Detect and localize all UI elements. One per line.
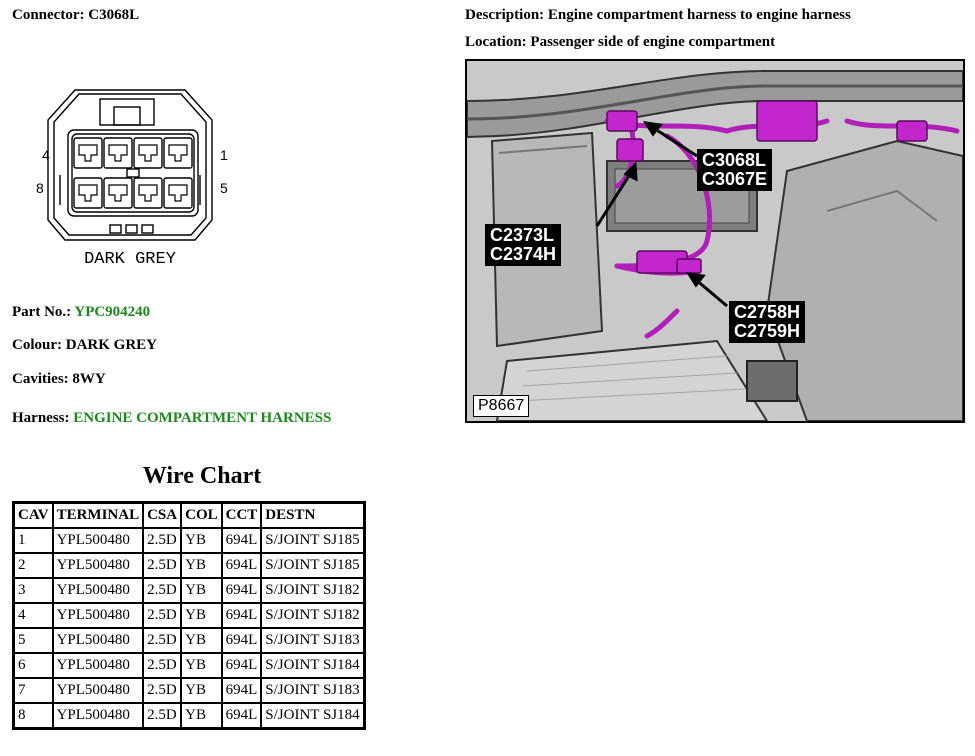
header-terminal: TERMINAL <box>53 503 144 529</box>
cell-col: YB <box>181 703 222 729</box>
cell-csa: 2.5D <box>143 553 181 578</box>
cell-col: YB <box>181 653 222 678</box>
cell-col: YB <box>181 678 222 703</box>
cell-csa: 2.5D <box>143 578 181 603</box>
cell-cav: 7 <box>14 678 53 703</box>
cell-destn: S/JOINT SJ182 <box>261 603 364 628</box>
pin-label-1: 1 <box>220 147 228 163</box>
cell-csa: 2.5D <box>143 603 181 628</box>
header-destn: DESTN <box>261 503 364 529</box>
cell-terminal: YPL500480 <box>53 653 144 678</box>
cell-col: YB <box>181 603 222 628</box>
part-no-value: YPC904240 <box>74 304 151 320</box>
table-row <box>14 553 365 578</box>
callout-line: C2758H <box>734 302 801 322</box>
cell-col: YB <box>181 528 222 553</box>
cell-destn: S/JOINT SJ185 <box>261 528 364 553</box>
table-row <box>14 628 365 653</box>
location-label: Location: <box>465 34 527 50</box>
cell-destn: S/JOINT SJ184 <box>261 703 364 729</box>
table-row <box>14 678 365 703</box>
cell-terminal: YPL500480 <box>53 553 144 578</box>
table-row <box>14 703 365 729</box>
pin-label-5: 5 <box>220 180 228 196</box>
callout-c3068l <box>697 149 772 191</box>
cell-terminal: YPL500480 <box>53 528 144 553</box>
cell-cct: 694L <box>222 553 262 578</box>
callout-line: C2373L <box>490 225 555 245</box>
cell-destn: S/JOINT SJ183 <box>261 678 364 703</box>
header-csa: CSA <box>143 503 181 529</box>
header-cct: CCT <box>222 503 262 529</box>
cell-cav: 1 <box>14 528 53 553</box>
connector-face-diagram <box>30 80 230 270</box>
cell-csa: 2.5D <box>143 528 181 553</box>
cell-cct: 694L <box>222 603 262 628</box>
cell-cct: 694L <box>222 653 262 678</box>
connector-value: C3068L <box>88 7 140 23</box>
cell-col: YB <box>181 628 222 653</box>
cell-destn: S/JOINT SJ183 <box>261 628 364 653</box>
callout-line: C3067E <box>702 169 768 189</box>
part-no-label: Part No.: <box>12 304 72 320</box>
cell-csa: 2.5D <box>143 628 181 653</box>
callout-line: C3068L <box>702 150 767 170</box>
cell-cav: 6 <box>14 653 53 678</box>
cell-csa: 2.5D <box>143 653 181 678</box>
callout-c2373l <box>485 224 561 266</box>
header-cav: CAV <box>14 503 53 529</box>
callout-line: C2759H <box>734 321 801 341</box>
wire-chart-title: Wire Chart <box>142 463 262 489</box>
cell-col: YB <box>181 578 222 603</box>
table-row <box>14 528 365 553</box>
colour-label: Colour: <box>12 337 62 353</box>
callout-c2758h <box>729 301 805 343</box>
table-row <box>14 603 365 628</box>
table-row <box>14 578 365 603</box>
harness-value: ENGINE COMPARTMENT HARNESS <box>73 410 332 426</box>
cell-cct: 694L <box>222 578 262 603</box>
engine-bay-photo <box>465 59 965 423</box>
connector-line <box>12 7 139 24</box>
cavities-label: Cavities: <box>12 371 69 387</box>
connector-label: Connector: <box>12 7 85 23</box>
wire-chart-table <box>12 501 366 730</box>
cell-destn: S/JOINT SJ184 <box>261 653 364 678</box>
location-value: Passenger side of engine compartment <box>530 34 776 50</box>
cell-col: YB <box>181 553 222 578</box>
diagram-colour-label: DARK GREY <box>84 250 176 269</box>
colour-line <box>12 337 157 354</box>
cell-terminal: YPL500480 <box>53 603 144 628</box>
harness-label: Harness: <box>12 410 70 426</box>
cavities-line <box>12 371 106 388</box>
cell-cav: 3 <box>14 578 53 603</box>
cell-cct: 694L <box>222 528 262 553</box>
callout-line: C2374H <box>490 244 557 264</box>
cell-cav: 4 <box>14 603 53 628</box>
cell-csa: 2.5D <box>143 678 181 703</box>
colour-value: DARK GREY <box>65 337 158 353</box>
figure-id: P8667 <box>473 395 529 417</box>
cell-cct: 694L <box>222 678 262 703</box>
cell-terminal: YPL500480 <box>53 628 144 653</box>
cell-cct: 694L <box>222 703 262 729</box>
cell-terminal: YPL500480 <box>53 578 144 603</box>
cell-terminal: YPL500480 <box>53 678 144 703</box>
cavities-value: 8WY <box>72 371 106 387</box>
cell-cav: 2 <box>14 553 53 578</box>
description-line <box>465 7 851 24</box>
header-col: COL <box>181 503 222 529</box>
cell-destn: S/JOINT SJ185 <box>261 553 364 578</box>
harness-line <box>12 410 331 427</box>
cell-cct: 694L <box>222 628 262 653</box>
cell-csa: 2.5D <box>143 703 181 729</box>
cell-cav: 8 <box>14 703 53 729</box>
table-row <box>14 653 365 678</box>
cell-destn: S/JOINT SJ182 <box>261 578 364 603</box>
part-no-line <box>12 304 150 321</box>
pin-label-8: 8 <box>36 180 44 196</box>
cell-cav: 5 <box>14 628 53 653</box>
description-label: Description: <box>465 7 545 23</box>
location-line <box>465 34 775 51</box>
pin-label-4: 4 <box>42 147 50 163</box>
description-value: Engine compartment harness to engine harness <box>547 7 851 23</box>
cell-terminal: YPL500480 <box>53 703 144 729</box>
table-header-row <box>14 503 365 529</box>
